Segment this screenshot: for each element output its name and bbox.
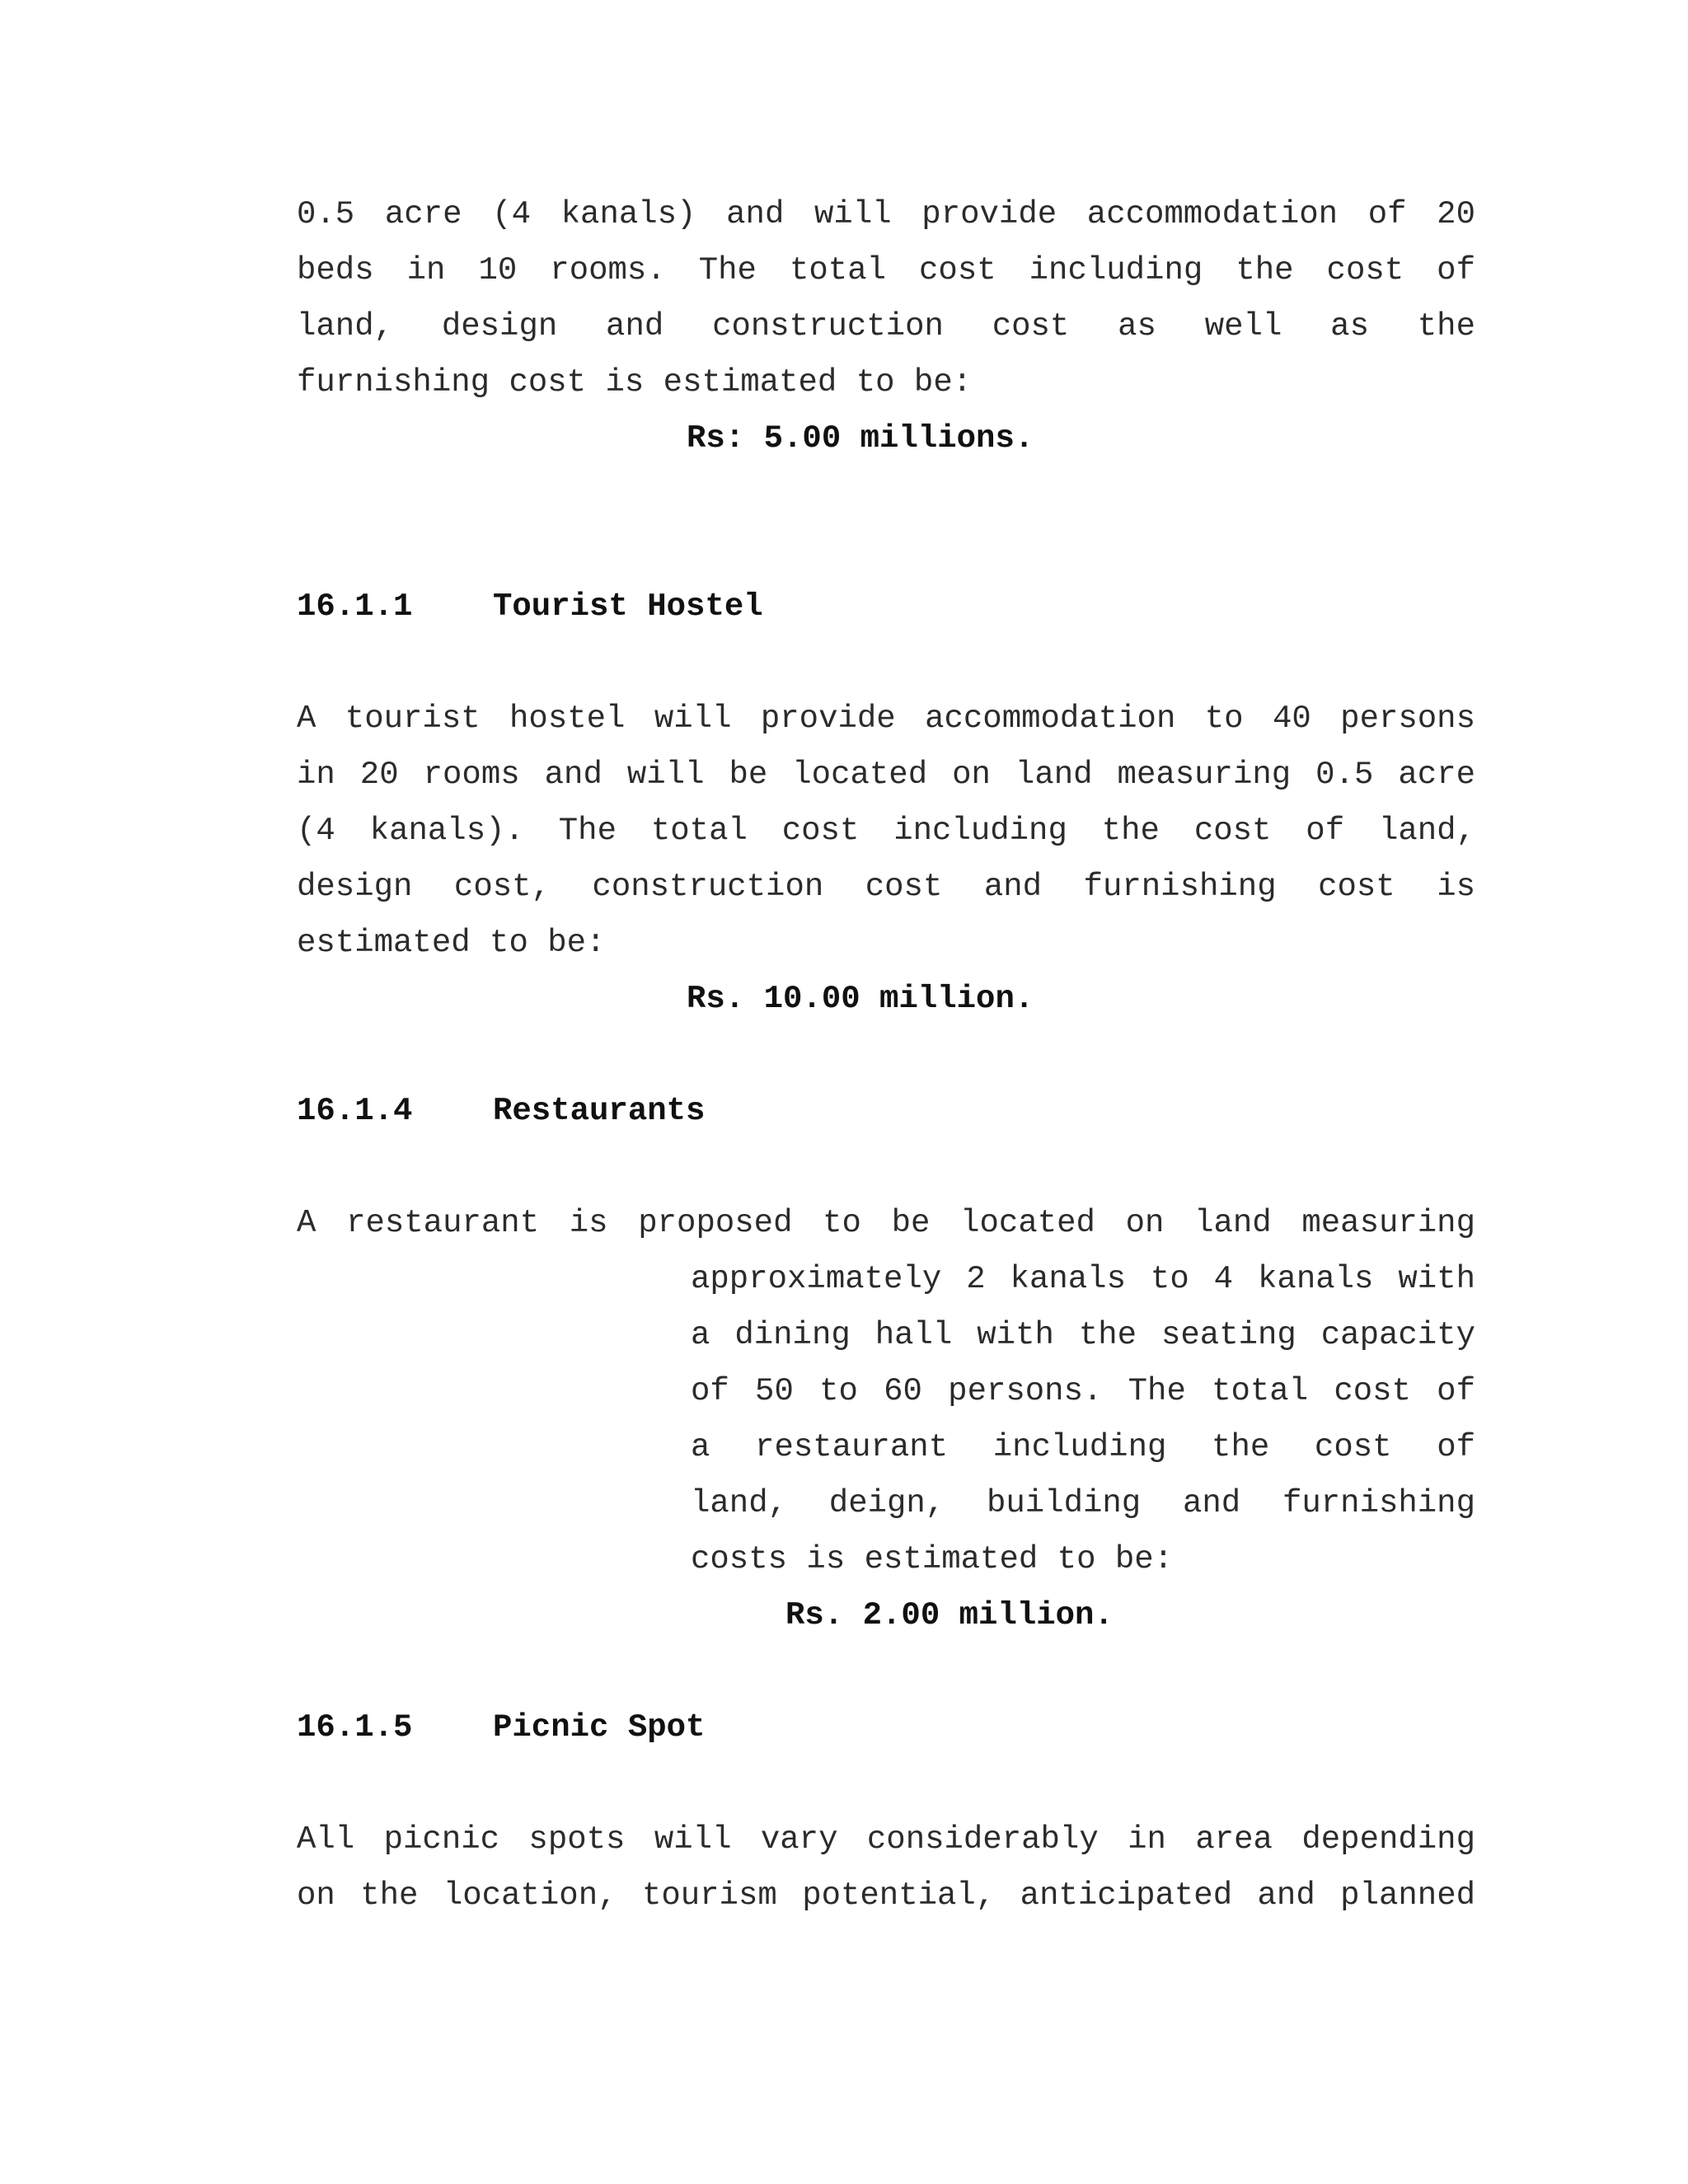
section-heading-tourist-hostel [297,586,763,627]
section-number: 16.1.4 [297,1093,413,1129]
section-number: 16.1.1 [297,588,413,625]
paragraph-line: A restaurant is proposed to be located on land measuring [297,1205,1475,1241]
paragraph-line: All picnic spots will vary considerably in area depending [297,1821,1475,1858]
section-number: 16.1.5 [297,1709,413,1746]
paragraph-line: on the location, tourism potential, anticipated and planned [297,1877,1475,1914]
cost-estimate: Rs: 5.00 millions. [687,420,1034,457]
paragraph-line: costs is estimated to be: [691,1541,1174,1577]
section-title: Picnic Spot [493,1709,706,1746]
paragraph-line: approximately 2 kanals to 4 kanals with [691,1261,1475,1297]
cost-estimate: Rs. 10.00 million. [687,981,1034,1017]
cost-estimate: Rs. 2.00 million. [785,1597,1114,1633]
paragraph-line: in 20 rooms and will be located on land measuring 0.5 acre [297,757,1475,793]
section-title: Restaurants [493,1093,706,1129]
paragraph-line: A tourist hostel will provide accommodation to 40 persons [297,701,1475,737]
paragraph-line: of 50 to 60 persons. The total cost of [691,1373,1475,1409]
paragraph-line: design cost, construction cost and furnishing cost is [297,869,1475,905]
paragraph-line: land, design and construction cost as well as the [297,308,1475,344]
paragraph-line: a dining hall with the seating capacity [691,1317,1475,1353]
section-heading-restaurants [297,1090,705,1132]
paragraph-line: furnishing cost is estimated to be: [297,364,973,401]
paragraph-line: estimated to be: [297,925,606,961]
section-title: Tourist Hostel [493,588,763,625]
paragraph-line: a restaurant including the cost of [691,1429,1475,1465]
section-heading-picnic-spot [297,1707,705,1748]
paragraph-line: 0.5 acre (4 kanals) and will provide accommodation of 20 [297,196,1475,232]
paragraph-line: land, deign, building and furnishing [691,1485,1475,1521]
paragraph-line: (4 kanals). The total cost including the cost of land, [297,813,1475,849]
paragraph-line: beds in 10 rooms. The total cost including the cost of [297,252,1475,288]
